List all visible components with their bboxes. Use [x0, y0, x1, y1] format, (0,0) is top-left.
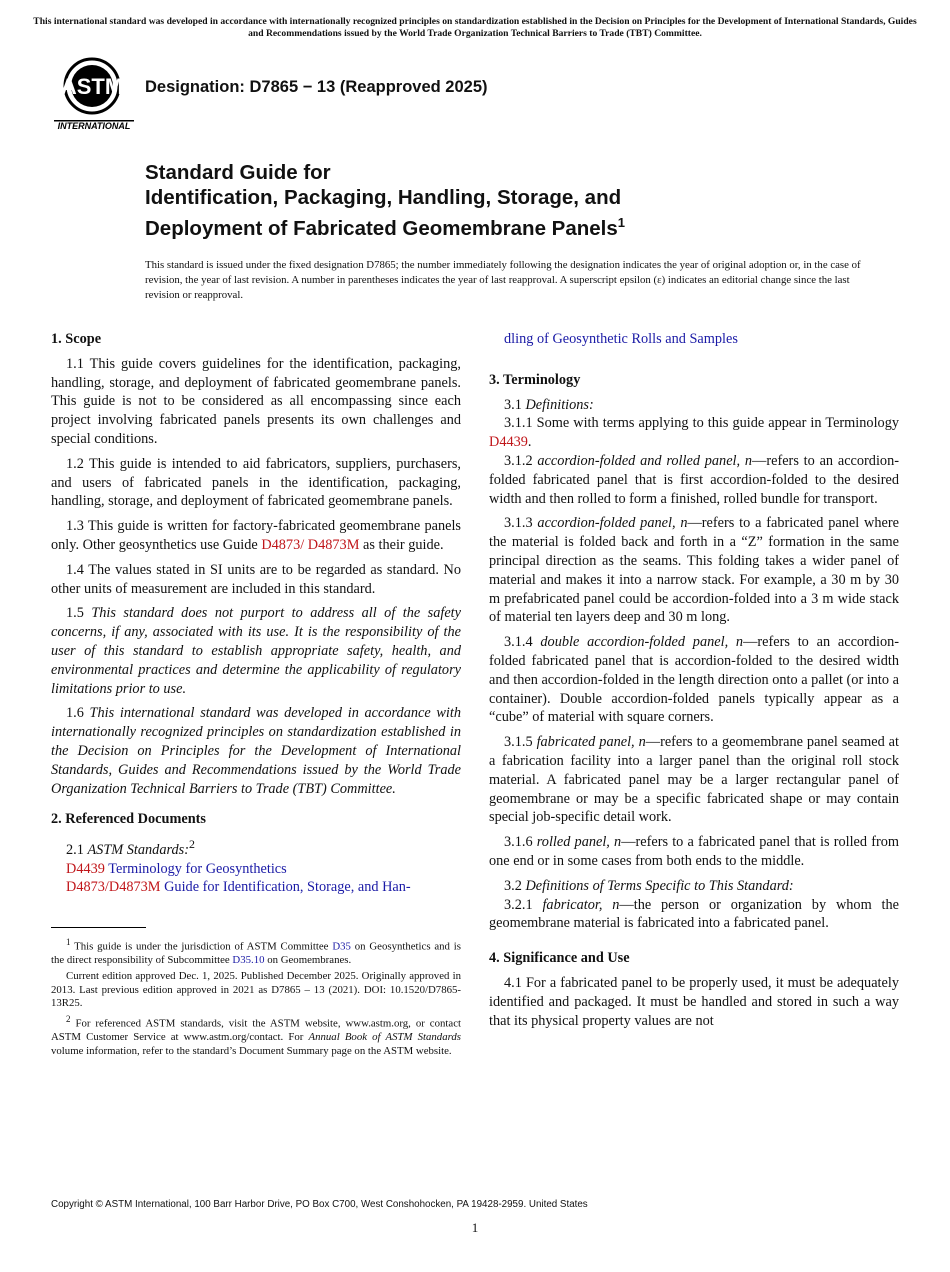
- paragraph-1-1: 1.1 This guide covers guidelines for the identification, packaging, handling, storage, and deployment of fabricated geomembrane panels. This guide is not to be considered as all encompassing since each project involving fabricated panels presents its own challenges and special conditions.: [51, 355, 461, 447]
- link-d4873[interactable]: D4873/ D4873M: [261, 536, 360, 553]
- header-notice: This international standard was developed in accordance with internationally recognized principles on standardization established in the Decision on Principles for the Development of International Standards, Guides and Recommendations issued by the World Trade Organization Technical Barriers to Trade (TBT) Committee.: [33, 16, 917, 39]
- svg-text:ASTM: ASTM: [60, 74, 124, 99]
- page-number: 1: [471, 1220, 479, 1235]
- footnote-divider: [51, 927, 146, 928]
- paragraph-3-2-1: 3.2.1 fabricator, n—the person or organization by whom the geomembrane material is fabricated into a fabricated panel.: [489, 896, 899, 932]
- reference-d4873-continued[interactable]: dling of Geosynthetic Rolls and Samples: [504, 331, 738, 347]
- link-d35[interactable]: D35: [332, 940, 351, 953]
- link-d4439[interactable]: D4439: [489, 434, 528, 451]
- reference-d4873[interactable]: D4873/D4873M Guide for Identification, Storage, and Han-: [66, 879, 411, 896]
- paragraph-1-5: 1.5 This standard does not purport to address all of the safety concerns, if any, associated with its use. It is the responsibility of the user of this standard to establish appropriate safety, health, and environmental practices and determine the applicability of regulatory limitations prior to use.: [51, 605, 461, 697]
- paragraph-4-1: 4.1 For a fabricated panel to be properly used, it must be adequately identified and packaged. It must be handled and stored in such a way that its physical property values are not: [489, 974, 899, 1029]
- paragraph-2-1: 2.1 ASTM Standards:$^2$: [66, 837, 195, 858]
- section-4-heading: 4. Significance and Use: [489, 950, 630, 967]
- paragraph-3-1-1: 3.1.1 Some with terms applying to this guide appear in Terminology D4439.: [489, 415, 899, 451]
- link-d35-10[interactable]: D35.10: [232, 954, 265, 967]
- paragraph-3-1-5: 3.1.5 fabricated panel, n—refers to a geomembrane panel seamed at a fabrication facility into a larger panel than the original roll stock material. A fabricated panel may be a larger rectangular panel of geomembrane or may be a specific fabricated shape or may contain special job-specific detail work.: [489, 734, 900, 826]
- paragraph-1-4: 1.4 The values stated in SI units are to be regarded as standard. No other units of measurement are included in this standard.: [51, 561, 461, 597]
- section-1-heading: 1. Scope: [51, 331, 102, 347]
- paragraph-3-1-2: 3.1.2 accordion-folded and rolled panel, n—refers to an accordion-folded fabricated panel that is first accordion-folded to the desired width and then rolled to form a finished, rolled bundle for transport.: [489, 452, 899, 507]
- paragraph-1-2: 1.2 This guide is intended to aid fabricators, suppliers, purchasers, and users of fabricated panels in the identification, packaging, handling, storage, and deployment of fabricated geomembrane panels.: [51, 455, 461, 510]
- paragraph-1-3: 1.3 This guide is written for factory-fabricated geomembrane panels only. Other geosynthetics use Guide D4873/ D4873M as their guide.: [51, 518, 461, 553]
- paragraph-1-6: 1.6 This international standard was developed in accordance with internationally recognized principles on standardization established in the Decision on Principles for the Development of International Standards, Guides and Recommendations issued by the World Trade Organization Technical Barriers to Trade (TBT) Committee.: [51, 705, 461, 797]
- footnote-1: $^1$ This guide is under the jurisdiction of ASTM Committee D35 on Geosynthetics and is the direct responsibility of Subcommittee D35.10 on Geomembranes.: [51, 937, 461, 967]
- title-line-3: Deployment of Fabricated Geomembrane Panels$^1$: [145, 215, 626, 240]
- paragraph-3-1-6: 3.1.6 rolled panel, n—refers to a fabricated panel that is rolled from one end or in some cases from both ends to the middle.: [489, 834, 899, 869]
- footnote-edition: Current edition approved Dec. 1, 2025. Published December 2025. Originally approved in 2013. Last previous edition approved in 2021 as D7865 – 13 (2021). DOI: 10.1520/D7865-13R25.: [51, 970, 461, 1010]
- paragraph-3-1-3: 3.1.3 accordion-folded panel, n—refers to a fabricated panel where the material is folded back and forth in a “Z” formation in the same principal direction as the seams. This folding takes a wider panel of material and makes it into a narrow stack. For example, a 30 m by 30 m prefabricated panel could be accordion-folded into a 3 m wide stack of material ten layers deep and 30 m long.: [489, 515, 899, 626]
- title-line-2: Identification, Packaging, Handling, Storage, and: [145, 186, 622, 209]
- issued-note: This standard is issued under the fixed designation D7865; the number immediately following the designation indicates the year of original adoption or, in the case of revision, the year of last revision. A number in parentheses indicates the year of last reapproval. A superscript epsilon (ε) indicates an editorial change since the last revision or reapproval.: [145, 259, 861, 301]
- paragraph-3-2: 3.2 Definitions of Terms Specific to This Standard:: [504, 877, 794, 894]
- astm-international-logo: [52, 56, 136, 134]
- reference-d4439[interactable]: D4439 Terminology for Geosynthetics: [66, 860, 287, 877]
- footnote-2: $^2$ For referenced ASTM standards, visit the ASTM website, www.astm.org, or contact ASTM Customer Service at www.astm.org/contact. For Annual Book of ASTM Standards volume information, refer to the standard’s Document Summary page on the ASTM website.: [51, 1013, 461, 1057]
- title-footnote-mark: 1: [617, 215, 626, 230]
- section-3-heading: 3. Terminology: [489, 371, 581, 388]
- document-title: [145, 160, 865, 241]
- footnotes: [51, 936, 461, 1058]
- paragraph-3-1-4: 3.1.4 double accordion-folded panel, n—refers to an accordion-folded fabricated panel that is accordion-folded to the desired width and then accordion-folded in the length direction onto a pallet (or into a container). Double accordion-folded panels typically appear as a “cube” of material with square corners.: [489, 634, 899, 726]
- left-column: [51, 330, 461, 1060]
- svg-text:INTERNATIONAL: INTERNATIONAL: [57, 121, 131, 131]
- right-column: [489, 330, 899, 1036]
- copyright-notice: Copyright © ASTM International, 100 Barr Harbor Drive, PO Box C700, West Conshohocken, PA 19428-2959. United States: [51, 1199, 588, 1210]
- title-line-1: Standard Guide for: [145, 161, 331, 184]
- section-2-heading: 2. Referenced Documents: [51, 811, 206, 828]
- designation: Designation: D7865 − 13 (Reapproved 2025): [145, 78, 488, 96]
- paragraph-3-1: 3.1 Definitions:: [504, 396, 594, 413]
